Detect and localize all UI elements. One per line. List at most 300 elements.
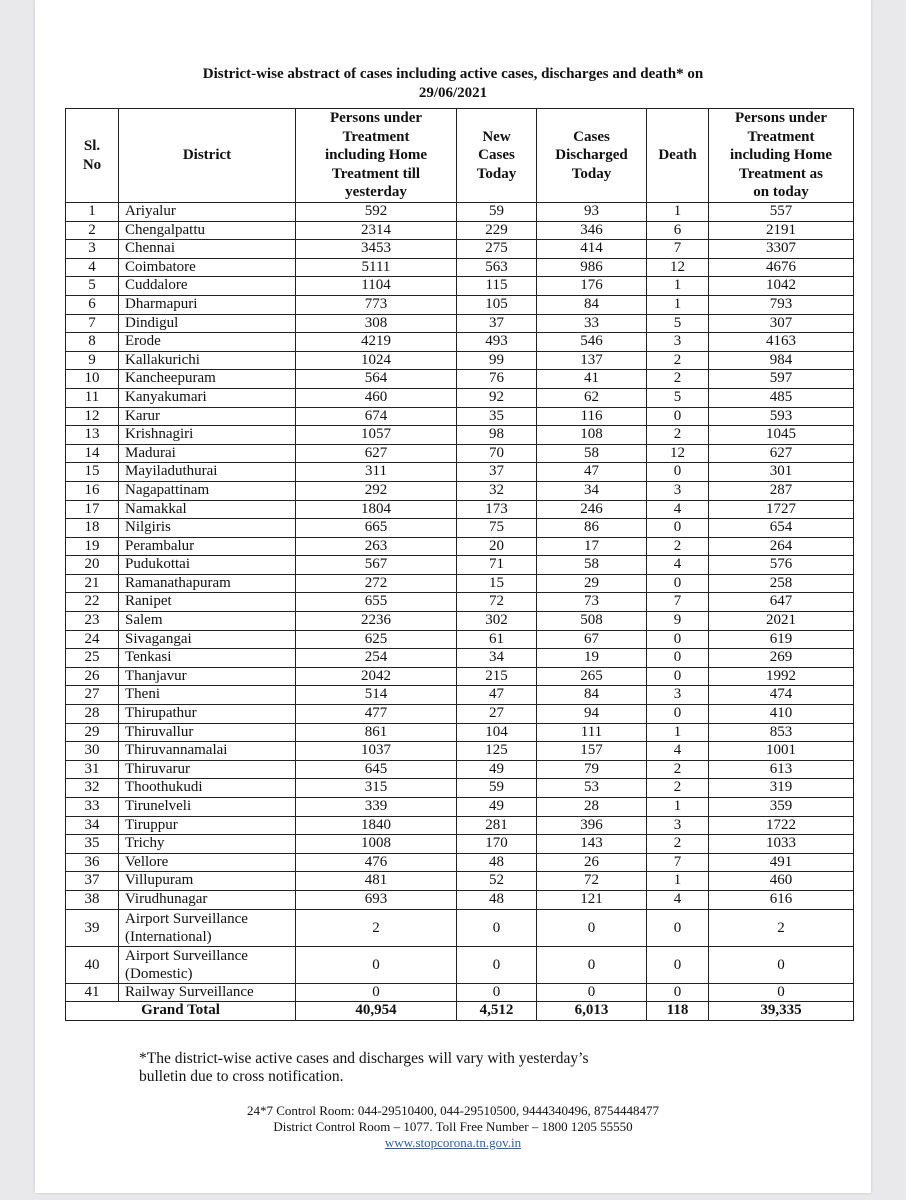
new-cases-cell: 92 bbox=[457, 388, 537, 407]
sl-no-cell: 28 bbox=[66, 705, 119, 724]
table-row bbox=[66, 909, 854, 946]
under-treatment-yesterday-cell: 311 bbox=[296, 463, 457, 482]
death-cell: 5 bbox=[647, 314, 709, 333]
sl-no-cell: 4 bbox=[66, 258, 119, 277]
sl-no-cell: 41 bbox=[66, 983, 119, 1002]
discharged-cell: 67 bbox=[537, 630, 647, 649]
under-treatment-today-cell: 2191 bbox=[709, 221, 854, 240]
district-cell: Erode bbox=[119, 333, 296, 352]
footnote-line-1: *The district-wise active cases and discharges will vary with yesterday’s bbox=[139, 1050, 589, 1067]
under-treatment-yesterday-cell: 1008 bbox=[296, 835, 457, 854]
district-cell: Tirunelveli bbox=[119, 798, 296, 817]
under-treatment-today-cell: 984 bbox=[709, 351, 854, 370]
discharged-cell: 508 bbox=[537, 612, 647, 631]
sl-no-cell: 31 bbox=[66, 760, 119, 779]
discharged-cell: 94 bbox=[537, 705, 647, 724]
discharged-cell: 17 bbox=[537, 537, 647, 556]
death-cell: 3 bbox=[647, 686, 709, 705]
discharged-cell: 111 bbox=[537, 723, 647, 742]
new-cases-cell: 173 bbox=[457, 500, 537, 519]
new-cases-cell: 302 bbox=[457, 612, 537, 631]
sl-no-cell: 38 bbox=[66, 890, 119, 909]
under-treatment-today-cell: 1045 bbox=[709, 426, 854, 445]
under-treatment-today-cell: 2 bbox=[709, 909, 854, 946]
district-cell: Salem bbox=[119, 612, 296, 631]
discharged-cell: 33 bbox=[537, 314, 647, 333]
contact-footer bbox=[35, 1103, 871, 1151]
sl-no-cell: 37 bbox=[66, 872, 119, 891]
death-cell: 7 bbox=[647, 593, 709, 612]
discharged-cell: 28 bbox=[537, 798, 647, 817]
discharged-cell: 0 bbox=[537, 909, 647, 946]
death-cell: 0 bbox=[647, 519, 709, 538]
website-link[interactable]: www.stopcorona.tn.gov.in bbox=[384, 1135, 522, 1150]
discharged-cell: 176 bbox=[537, 277, 647, 296]
table-row bbox=[66, 333, 854, 352]
discharged-cell: 84 bbox=[537, 295, 647, 314]
new-cases-cell: 37 bbox=[457, 314, 537, 333]
under-treatment-yesterday-cell: 2 bbox=[296, 909, 457, 946]
death-cell: 2 bbox=[647, 426, 709, 445]
under-treatment-today-cell: 616 bbox=[709, 890, 854, 909]
new-cases-cell: 0 bbox=[457, 946, 537, 983]
new-cases-cell: 115 bbox=[457, 277, 537, 296]
under-treatment-today-cell: 0 bbox=[709, 946, 854, 983]
sl-no-cell: 39 bbox=[66, 909, 119, 946]
new-cases-cell: 37 bbox=[457, 463, 537, 482]
death-cell: 2 bbox=[647, 537, 709, 556]
district-cell: Virudhunagar bbox=[119, 890, 296, 909]
table-row bbox=[66, 816, 854, 835]
new-cases-cell: 105 bbox=[457, 295, 537, 314]
under-treatment-today-cell: 1042 bbox=[709, 277, 854, 296]
header-under-treatment-yesterday: Persons under Treatment including Home Treatment till yesterday bbox=[296, 109, 457, 203]
under-treatment-today-cell: 1001 bbox=[709, 742, 854, 761]
district-cell: Vellore bbox=[119, 853, 296, 872]
table-body bbox=[66, 203, 854, 1002]
new-cases-cell: 61 bbox=[457, 630, 537, 649]
sl-no-cell: 7 bbox=[66, 314, 119, 333]
under-treatment-yesterday-cell: 693 bbox=[296, 890, 457, 909]
table-row bbox=[66, 946, 854, 983]
district-cell: Cuddalore bbox=[119, 277, 296, 296]
table-row bbox=[66, 314, 854, 333]
under-treatment-today-cell: 0 bbox=[709, 983, 854, 1002]
discharged-cell: 47 bbox=[537, 463, 647, 482]
death-cell: 0 bbox=[647, 463, 709, 482]
under-treatment-yesterday-cell: 665 bbox=[296, 519, 457, 538]
under-treatment-today-cell: 2021 bbox=[709, 612, 854, 631]
table-row bbox=[66, 853, 854, 872]
header-new-cases: New Cases Today bbox=[457, 109, 537, 203]
under-treatment-today-cell: 287 bbox=[709, 481, 854, 500]
death-cell: 4 bbox=[647, 556, 709, 575]
sl-no-cell: 20 bbox=[66, 556, 119, 575]
sl-no-cell: 26 bbox=[66, 667, 119, 686]
under-treatment-today-cell: 613 bbox=[709, 760, 854, 779]
sl-no-cell: 27 bbox=[66, 686, 119, 705]
death-cell: 12 bbox=[647, 444, 709, 463]
death-cell: 2 bbox=[647, 370, 709, 389]
under-treatment-yesterday-cell: 1037 bbox=[296, 742, 457, 761]
district-cell: Namakkal bbox=[119, 500, 296, 519]
under-treatment-yesterday-cell: 460 bbox=[296, 388, 457, 407]
district-cell: Thanjavur bbox=[119, 667, 296, 686]
new-cases-cell: 563 bbox=[457, 258, 537, 277]
header-district: District bbox=[119, 109, 296, 203]
death-cell: 1 bbox=[647, 277, 709, 296]
sl-no-cell: 10 bbox=[66, 370, 119, 389]
document-title bbox=[35, 65, 871, 103]
sl-no-cell: 8 bbox=[66, 333, 119, 352]
grand-total-cell: 4,512 bbox=[457, 1002, 537, 1021]
death-cell: 4 bbox=[647, 890, 709, 909]
district-cell: Airport Surveillance (Domestic) bbox=[119, 946, 296, 983]
district-cell: Thiruvallur bbox=[119, 723, 296, 742]
under-treatment-today-cell: 269 bbox=[709, 649, 854, 668]
discharged-cell: 0 bbox=[537, 946, 647, 983]
death-cell: 2 bbox=[647, 351, 709, 370]
new-cases-cell: 75 bbox=[457, 519, 537, 538]
sl-no-cell: 23 bbox=[66, 612, 119, 631]
discharged-cell: 26 bbox=[537, 853, 647, 872]
death-cell: 12 bbox=[647, 258, 709, 277]
under-treatment-today-cell: 1727 bbox=[709, 500, 854, 519]
under-treatment-yesterday-cell: 272 bbox=[296, 574, 457, 593]
death-cell: 0 bbox=[647, 909, 709, 946]
new-cases-cell: 0 bbox=[457, 983, 537, 1002]
under-treatment-today-cell: 557 bbox=[709, 203, 854, 222]
district-control-line: District Control Room – 1077. Toll Free Number – 1800 1205 55550 bbox=[273, 1119, 633, 1134]
discharged-cell: 62 bbox=[537, 388, 647, 407]
death-cell: 0 bbox=[647, 630, 709, 649]
under-treatment-yesterday-cell: 0 bbox=[296, 983, 457, 1002]
table-row bbox=[66, 574, 854, 593]
district-cell: Tiruppur bbox=[119, 816, 296, 835]
death-cell: 5 bbox=[647, 388, 709, 407]
table-row bbox=[66, 295, 854, 314]
under-treatment-today-cell: 4163 bbox=[709, 333, 854, 352]
sl-no-cell: 33 bbox=[66, 798, 119, 817]
death-cell: 2 bbox=[647, 779, 709, 798]
sl-no-cell: 29 bbox=[66, 723, 119, 742]
footnote bbox=[139, 1050, 779, 1086]
discharged-cell: 58 bbox=[537, 556, 647, 575]
table-row bbox=[66, 667, 854, 686]
new-cases-cell: 76 bbox=[457, 370, 537, 389]
grand-total-cell: 6,013 bbox=[537, 1002, 647, 1021]
discharged-cell: 986 bbox=[537, 258, 647, 277]
sl-no-cell: 12 bbox=[66, 407, 119, 426]
new-cases-cell: 20 bbox=[457, 537, 537, 556]
district-cell: Nagapattinam bbox=[119, 481, 296, 500]
under-treatment-yesterday-cell: 592 bbox=[296, 203, 457, 222]
table-header-row bbox=[66, 109, 854, 203]
new-cases-cell: 170 bbox=[457, 835, 537, 854]
table-row bbox=[66, 723, 854, 742]
under-treatment-today-cell: 853 bbox=[709, 723, 854, 742]
new-cases-cell: 70 bbox=[457, 444, 537, 463]
header-under-treatment-today: Persons under Treatment including Home Treatment as on today bbox=[709, 109, 854, 203]
new-cases-cell: 34 bbox=[457, 649, 537, 668]
death-cell: 1 bbox=[647, 872, 709, 891]
death-cell: 2 bbox=[647, 835, 709, 854]
table-row bbox=[66, 705, 854, 724]
under-treatment-yesterday-cell: 2042 bbox=[296, 667, 457, 686]
sl-no-cell: 2 bbox=[66, 221, 119, 240]
under-treatment-yesterday-cell: 625 bbox=[296, 630, 457, 649]
table-row bbox=[66, 890, 854, 909]
table-row bbox=[66, 351, 854, 370]
discharged-cell: 414 bbox=[537, 240, 647, 259]
under-treatment-today-cell: 485 bbox=[709, 388, 854, 407]
discharged-cell: 0 bbox=[537, 983, 647, 1002]
table-row bbox=[66, 463, 854, 482]
new-cases-cell: 275 bbox=[457, 240, 537, 259]
discharged-cell: 396 bbox=[537, 816, 647, 835]
sl-no-cell: 11 bbox=[66, 388, 119, 407]
district-cell: Kanyakumari bbox=[119, 388, 296, 407]
sl-no-cell: 15 bbox=[66, 463, 119, 482]
grand-total-cell: 39,335 bbox=[709, 1002, 854, 1021]
discharged-cell: 84 bbox=[537, 686, 647, 705]
death-cell: 3 bbox=[647, 333, 709, 352]
sl-no-cell: 21 bbox=[66, 574, 119, 593]
under-treatment-yesterday-cell: 1024 bbox=[296, 351, 457, 370]
new-cases-cell: 104 bbox=[457, 723, 537, 742]
table-row bbox=[66, 835, 854, 854]
sl-no-cell: 6 bbox=[66, 295, 119, 314]
new-cases-cell: 125 bbox=[457, 742, 537, 761]
sl-no-cell: 16 bbox=[66, 481, 119, 500]
under-treatment-yesterday-cell: 645 bbox=[296, 760, 457, 779]
death-cell: 4 bbox=[647, 742, 709, 761]
discharged-cell: 143 bbox=[537, 835, 647, 854]
new-cases-cell: 35 bbox=[457, 407, 537, 426]
under-treatment-yesterday-cell: 861 bbox=[296, 723, 457, 742]
new-cases-cell: 27 bbox=[457, 705, 537, 724]
discharged-cell: 79 bbox=[537, 760, 647, 779]
sl-no-cell: 1 bbox=[66, 203, 119, 222]
under-treatment-today-cell: 576 bbox=[709, 556, 854, 575]
discharged-cell: 108 bbox=[537, 426, 647, 445]
sl-no-cell: 19 bbox=[66, 537, 119, 556]
under-treatment-today-cell: 1722 bbox=[709, 816, 854, 835]
table-row bbox=[66, 277, 854, 296]
table-row bbox=[66, 221, 854, 240]
table-row bbox=[66, 798, 854, 817]
discharged-cell: 29 bbox=[537, 574, 647, 593]
discharged-cell: 265 bbox=[537, 667, 647, 686]
under-treatment-today-cell: 597 bbox=[709, 370, 854, 389]
new-cases-cell: 229 bbox=[457, 221, 537, 240]
death-cell: 0 bbox=[647, 649, 709, 668]
title-line-1: District-wise abstract of cases including active cases, discharges and death* on bbox=[202, 66, 704, 82]
death-cell: 0 bbox=[647, 407, 709, 426]
table-row bbox=[66, 370, 854, 389]
under-treatment-yesterday-cell: 674 bbox=[296, 407, 457, 426]
sl-no-cell: 30 bbox=[66, 742, 119, 761]
under-treatment-today-cell: 1992 bbox=[709, 667, 854, 686]
new-cases-cell: 48 bbox=[457, 853, 537, 872]
under-treatment-today-cell: 307 bbox=[709, 314, 854, 333]
discharged-cell: 157 bbox=[537, 742, 647, 761]
discharged-cell: 546 bbox=[537, 333, 647, 352]
table-row bbox=[66, 742, 854, 761]
under-treatment-yesterday-cell: 263 bbox=[296, 537, 457, 556]
district-cell: Ranipet bbox=[119, 593, 296, 612]
sl-no-cell: 22 bbox=[66, 593, 119, 612]
discharged-cell: 19 bbox=[537, 649, 647, 668]
table-row bbox=[66, 481, 854, 500]
discharged-cell: 72 bbox=[537, 872, 647, 891]
death-cell: 9 bbox=[647, 612, 709, 631]
under-treatment-yesterday-cell: 0 bbox=[296, 946, 457, 983]
death-cell: 0 bbox=[647, 983, 709, 1002]
under-treatment-yesterday-cell: 315 bbox=[296, 779, 457, 798]
new-cases-cell: 71 bbox=[457, 556, 537, 575]
discharged-cell: 58 bbox=[537, 444, 647, 463]
table-row bbox=[66, 593, 854, 612]
sl-no-cell: 35 bbox=[66, 835, 119, 854]
district-cell: Madurai bbox=[119, 444, 296, 463]
sl-no-cell: 13 bbox=[66, 426, 119, 445]
district-cell: Chengalpattu bbox=[119, 221, 296, 240]
under-treatment-yesterday-cell: 627 bbox=[296, 444, 457, 463]
sl-no-cell: 36 bbox=[66, 853, 119, 872]
new-cases-cell: 59 bbox=[457, 203, 537, 222]
under-treatment-today-cell: 647 bbox=[709, 593, 854, 612]
under-treatment-today-cell: 301 bbox=[709, 463, 854, 482]
new-cases-cell: 49 bbox=[457, 798, 537, 817]
death-cell: 0 bbox=[647, 667, 709, 686]
district-cell: Nilgiris bbox=[119, 519, 296, 538]
district-cell: Theni bbox=[119, 686, 296, 705]
district-cell: Airport Surveillance (International) bbox=[119, 909, 296, 946]
discharged-cell: 246 bbox=[537, 500, 647, 519]
death-cell: 2 bbox=[647, 760, 709, 779]
new-cases-cell: 281 bbox=[457, 816, 537, 835]
under-treatment-yesterday-cell: 567 bbox=[296, 556, 457, 575]
under-treatment-today-cell: 264 bbox=[709, 537, 854, 556]
sl-no-cell: 40 bbox=[66, 946, 119, 983]
under-treatment-today-cell: 3307 bbox=[709, 240, 854, 259]
under-treatment-yesterday-cell: 655 bbox=[296, 593, 457, 612]
new-cases-cell: 0 bbox=[457, 909, 537, 946]
district-cell: Krishnagiri bbox=[119, 426, 296, 445]
under-treatment-yesterday-cell: 476 bbox=[296, 853, 457, 872]
district-cell: Trichy bbox=[119, 835, 296, 854]
district-cell: Thoothukudi bbox=[119, 779, 296, 798]
district-cell: Villupuram bbox=[119, 872, 296, 891]
table-row bbox=[66, 556, 854, 575]
under-treatment-today-cell: 619 bbox=[709, 630, 854, 649]
grand-total-cell: 118 bbox=[647, 1002, 709, 1021]
death-cell: 3 bbox=[647, 816, 709, 835]
death-cell: 7 bbox=[647, 240, 709, 259]
district-cell: Tenkasi bbox=[119, 649, 296, 668]
death-cell: 1 bbox=[647, 295, 709, 314]
under-treatment-yesterday-cell: 1840 bbox=[296, 816, 457, 835]
table-row bbox=[66, 500, 854, 519]
under-treatment-today-cell: 474 bbox=[709, 686, 854, 705]
control-room-line: 24*7 Control Room: 044-29510400, 044-29510500, 9444340496, 8754448477 bbox=[246, 1103, 660, 1118]
under-treatment-yesterday-cell: 514 bbox=[296, 686, 457, 705]
table-row bbox=[66, 444, 854, 463]
sl-no-cell: 9 bbox=[66, 351, 119, 370]
under-treatment-yesterday-cell: 1804 bbox=[296, 500, 457, 519]
district-cell: Pudukottai bbox=[119, 556, 296, 575]
under-treatment-today-cell: 4676 bbox=[709, 258, 854, 277]
table-row bbox=[66, 983, 854, 1002]
sl-no-cell: 32 bbox=[66, 779, 119, 798]
under-treatment-yesterday-cell: 308 bbox=[296, 314, 457, 333]
discharged-cell: 116 bbox=[537, 407, 647, 426]
district-cell: Dindigul bbox=[119, 314, 296, 333]
table-row bbox=[66, 537, 854, 556]
sl-no-cell: 5 bbox=[66, 277, 119, 296]
district-cell: Thirupathur bbox=[119, 705, 296, 724]
new-cases-cell: 72 bbox=[457, 593, 537, 612]
discharged-cell: 137 bbox=[537, 351, 647, 370]
under-treatment-yesterday-cell: 339 bbox=[296, 798, 457, 817]
under-treatment-yesterday-cell: 5111 bbox=[296, 258, 457, 277]
table-row bbox=[66, 612, 854, 631]
district-cell: Kancheepuram bbox=[119, 370, 296, 389]
district-cell: Ariyalur bbox=[119, 203, 296, 222]
under-treatment-today-cell: 654 bbox=[709, 519, 854, 538]
under-treatment-yesterday-cell: 1057 bbox=[296, 426, 457, 445]
under-treatment-today-cell: 359 bbox=[709, 798, 854, 817]
under-treatment-yesterday-cell: 1104 bbox=[296, 277, 457, 296]
district-cell: Dharmapuri bbox=[119, 295, 296, 314]
district-cell: Ramanathapuram bbox=[119, 574, 296, 593]
under-treatment-yesterday-cell: 4219 bbox=[296, 333, 457, 352]
under-treatment-today-cell: 1033 bbox=[709, 835, 854, 854]
table-row bbox=[66, 388, 854, 407]
under-treatment-yesterday-cell: 292 bbox=[296, 481, 457, 500]
under-treatment-yesterday-cell: 564 bbox=[296, 370, 457, 389]
death-cell: 1 bbox=[647, 798, 709, 817]
discharged-cell: 34 bbox=[537, 481, 647, 500]
table-row bbox=[66, 519, 854, 538]
district-cell: Thiruvarur bbox=[119, 760, 296, 779]
title-line-2: 29/06/2021 bbox=[418, 85, 488, 101]
table-row bbox=[66, 649, 854, 668]
district-cases-table bbox=[65, 108, 854, 1021]
new-cases-cell: 49 bbox=[457, 760, 537, 779]
table-row bbox=[66, 407, 854, 426]
under-treatment-yesterday-cell: 2236 bbox=[296, 612, 457, 631]
table-row bbox=[66, 240, 854, 259]
discharged-cell: 93 bbox=[537, 203, 647, 222]
death-cell: 0 bbox=[647, 946, 709, 983]
table-row bbox=[66, 258, 854, 277]
grand-total-row bbox=[66, 1002, 854, 1021]
district-cell: Sivagangai bbox=[119, 630, 296, 649]
district-cell: Thiruvannamalai bbox=[119, 742, 296, 761]
district-cell: Chennai bbox=[119, 240, 296, 259]
under-treatment-today-cell: 793 bbox=[709, 295, 854, 314]
under-treatment-yesterday-cell: 481 bbox=[296, 872, 457, 891]
grand-total-cell: 40,954 bbox=[296, 1002, 457, 1021]
sl-no-cell: 24 bbox=[66, 630, 119, 649]
under-treatment-today-cell: 593 bbox=[709, 407, 854, 426]
header-death: Death bbox=[647, 109, 709, 203]
table-row bbox=[66, 426, 854, 445]
new-cases-cell: 493 bbox=[457, 333, 537, 352]
new-cases-cell: 215 bbox=[457, 667, 537, 686]
